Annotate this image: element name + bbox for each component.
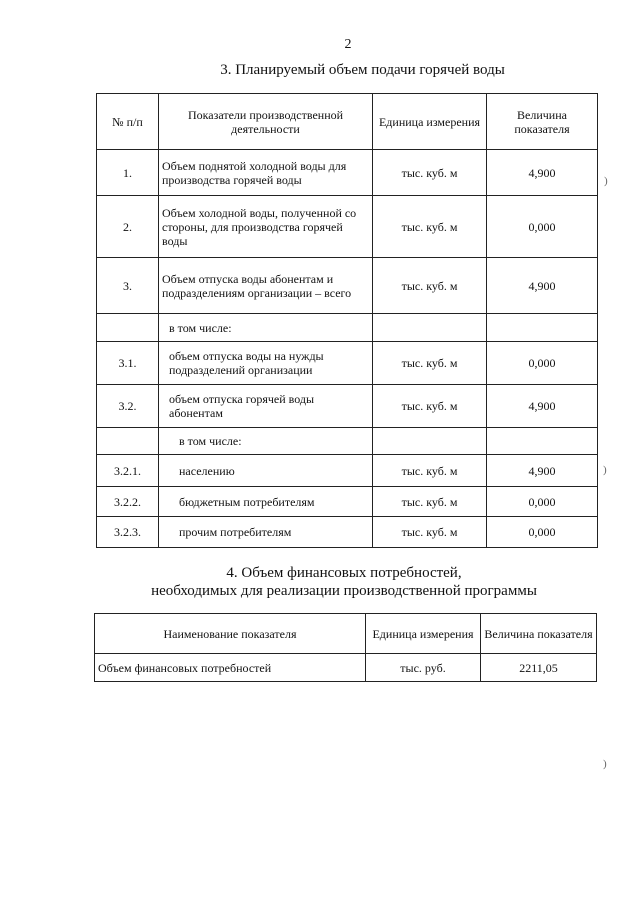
header-value: Величина показателя (487, 94, 598, 150)
row-name: Объем финансовых потребностей (95, 654, 366, 682)
row-unit (373, 314, 487, 342)
page-number: 2 (344, 37, 352, 52)
row-name: объем отпуска горячей воды абонентам (159, 385, 373, 428)
row-num: 3.1. (97, 342, 159, 385)
row-num: 3.2.2. (97, 487, 159, 517)
row-name: Объем отпуска воды абонентам и подразделениям организации – всего (159, 258, 373, 314)
scan-mark: ) (604, 175, 608, 187)
row-value: 0,000 (487, 487, 598, 517)
row-name: Объем поднятой холодной воды для производства горячей воды (159, 150, 373, 196)
table-row (97, 428, 598, 455)
row-num: 1. (97, 150, 159, 196)
table-row (97, 258, 598, 314)
row-unit: тыс. руб. (366, 654, 481, 682)
row-unit: тыс. куб. м (373, 385, 487, 428)
header-unit: Единица измерения (373, 94, 487, 150)
row-value: 4,900 (487, 385, 598, 428)
row-value: 0,000 (487, 342, 598, 385)
table-row (97, 487, 598, 517)
row-unit: тыс. куб. м (373, 487, 487, 517)
table-row (97, 342, 598, 385)
row-unit: тыс. куб. м (373, 196, 487, 258)
table-row (97, 455, 598, 487)
row-num: 3. (97, 258, 159, 314)
table-row (97, 385, 598, 428)
financial-needs-table (94, 613, 597, 682)
section-4-title (0, 564, 640, 600)
table-row (97, 314, 598, 342)
header-value: Величина показателя (481, 614, 597, 654)
row-name: Объем холодной воды, полученной со стороны, для производства горячей воды (159, 196, 373, 258)
row-unit: тыс. куб. м (373, 517, 487, 548)
row-value: 4,900 (487, 455, 598, 487)
header-indicator-name: Наименование показателя (95, 614, 366, 654)
table-row (97, 517, 598, 548)
header-indicator: Показатели производственной деятельности (159, 94, 373, 150)
row-num (97, 428, 159, 455)
scan-mark: ) (603, 464, 607, 476)
row-unit: тыс. куб. м (373, 258, 487, 314)
table-row (97, 150, 598, 196)
row-name: объем отпуска воды на нужды подразделений организации (159, 342, 373, 385)
row-unit: тыс. куб. м (373, 455, 487, 487)
row-num: 3.2. (97, 385, 159, 428)
row-value: 0,000 (487, 196, 598, 258)
row-unit (373, 428, 487, 455)
section-4-title-line2: необходимых для реализации производственной программы (151, 583, 537, 599)
section-4-title-line1: 4. Объем финансовых потребностей, (226, 565, 462, 581)
row-num: 3.2.1. (97, 455, 159, 487)
row-value: 4,900 (487, 258, 598, 314)
row-name: в том числе: (159, 314, 373, 342)
row-value: 2211,05 (481, 654, 597, 682)
row-value (487, 428, 598, 455)
row-num (97, 314, 159, 342)
row-name: населению (159, 455, 373, 487)
header-num: № п/п (97, 94, 159, 150)
row-value (487, 314, 598, 342)
row-value: 0,000 (487, 517, 598, 548)
row-name: в том числе: (159, 428, 373, 455)
row-num: 2. (97, 196, 159, 258)
row-num: 3.2.3. (97, 517, 159, 548)
hot-water-volume-table (96, 93, 598, 548)
row-unit: тыс. куб. м (373, 150, 487, 196)
table-row (95, 654, 597, 682)
row-name: прочим потребителям (159, 517, 373, 548)
row-value: 4,900 (487, 150, 598, 196)
row-unit: тыс. куб. м (373, 342, 487, 385)
header-unit: Единица измерения (366, 614, 481, 654)
row-name: бюджетным потребителям (159, 487, 373, 517)
table-row (97, 196, 598, 258)
scan-mark: ) (603, 758, 607, 770)
section-3-title: 3. Планируемый объем подачи горячей воды (220, 62, 505, 78)
